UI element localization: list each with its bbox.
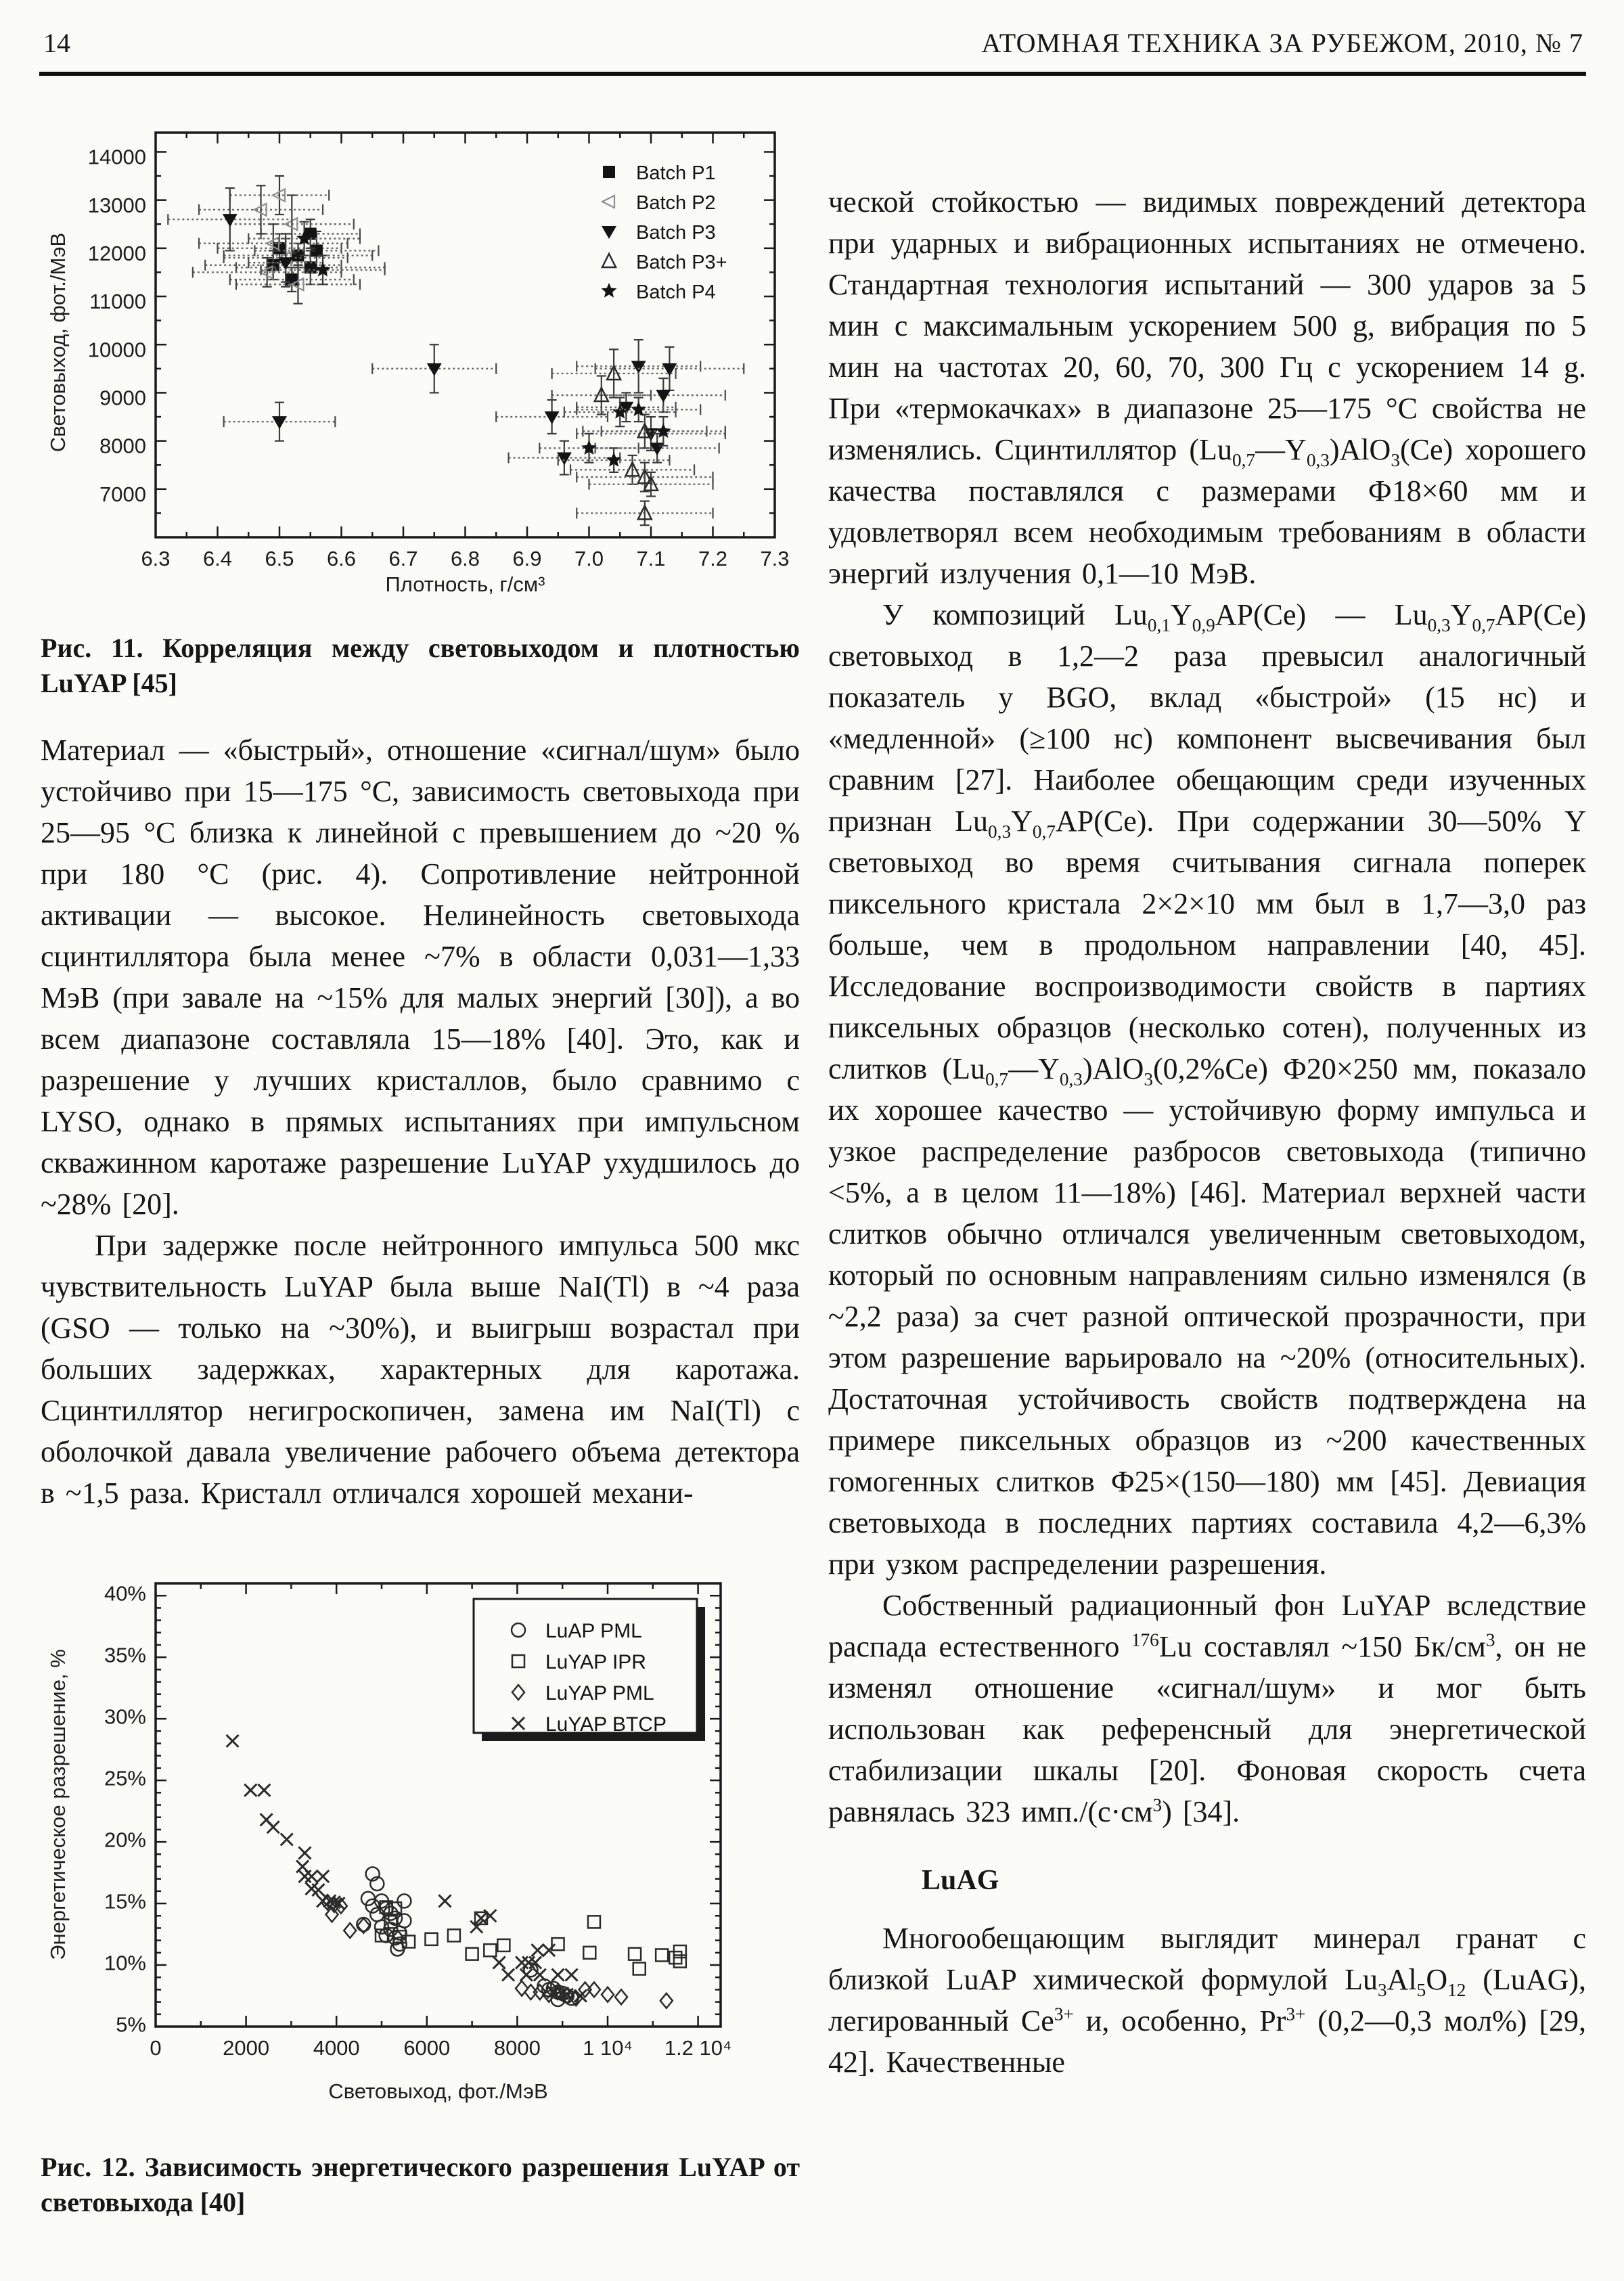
svg-text:Batch P3+: Batch P3+	[636, 252, 727, 273]
svg-text:6.7: 6.7	[388, 547, 418, 567]
paragraph: ческой стойкостью — видимых повреждений детектора при ударных и вибрационных испытаниях не отмечено. Стандартная технология испытаний — 300 ударов за 5 мин с максимальным ускорением 500 g, вибрация по 5 мин на частотах 20, 60, 70, 300 Гц с ускорением 14 g. При «термокачках» в диапазоне 25—175 °С свойства не изменялись. Сцинтиллятор $(Lu_{0,7}—Y_{0,3})AlO_3(Ce)$ хорошего качества поставлялся с размерами Ф18×60 мм и удовлетворял всем необходимым требованиям в области энергий излучения 0,1—10 МэВ.	[828, 185, 1586, 590]
svg-text:6.5: 6.5	[265, 547, 294, 567]
svg-text:12000: 12000	[87, 241, 146, 265]
svg-text:Batch P3: Batch P3	[636, 222, 716, 244]
page-number: 14	[43, 28, 70, 58]
svg-text:25%: 25%	[104, 1766, 146, 1790]
svg-text:Batch P4: Batch P4	[636, 281, 716, 303]
left-column	[41, 101, 800, 2220]
svg-text:8000: 8000	[493, 2036, 541, 2060]
paragraph: У композиций $Lu_{0,1}Y_{0,9}AP(Ce)$ — $Lu_{0,3}Y_{0,7}AP(Ce)$ световыход в 1,2—2 раза превысил аналогичный показатель у BGO, вклад «быстрой» (15 нс) и «медленной» (≥100 нс) компонент высвечивания был сравним [27]. Наиболее обещающим среди изученных признан $Lu_{0,3}Y_{0,7}AP(Ce)$. При содержании 30—50% Y световыход во время считывания сигнала поперек пиксельного кристала 2×2×10 мм был в 1,7—3,0 раз больше, чем в продольном направлении [40, 45]. Исследование воспроизводимости свойств в партиях пиксельных образцов (несколько сотен), полученных из слитков $(Lu_{0,7}—Y_{0,3})AlO_3(0,2\%Ce)$ Ф20×250 мм, показало их хорошее качество — устойчивую форму импульса и узкое распределение разбросов световыхода (типично <5%, а в целом 11—18%) [46]. Материал верхней части слитков обычно отличался увеличенным световыходом, который по основным направлениям сильно изменялся (в ~2,2 раза) за счет разной оптической прозрачности, при этом разрешение варьировало на ~20% (относительных). Достаточная устойчивость свойств подтверждена на примере пиксельных образцов из ~200 качественных гомогенных слитков Ф25×(150—180) мм [45]. Девиация световыхода в последних партиях составила 4,2—6,3% при узком распределении разрешения.	[828, 598, 1586, 1581]
svg-text:LuYAP BTCP: LuYAP BTCP	[545, 1713, 667, 1736]
svg-text:13000: 13000	[87, 193, 146, 217]
svg-text:9000: 9000	[99, 386, 146, 410]
svg-text:7.2: 7.2	[698, 547, 728, 567]
svg-text:7.0: 7.0	[574, 547, 604, 567]
paragraph: Собственный радиационный фон LuYAP вследствие распада естественного $^{176}$Lu составлял ~150 $Бк/см^3$, он не изменял отношение «сигнал/шум» и мог быть использован как референсный для энергетической стабилизации шкалы [20]. Фоновая скорость счета равнялась 323 $имп./(с\cdot см^3)$ [34].	[828, 1589, 1587, 1828]
svg-text:6.4: 6.4	[202, 547, 233, 567]
figure-12-caption: Рис. 12. Зависимость энергетического разрешения LuYAP от световыхода [40]	[41, 2152, 800, 2217]
svg-text:2000: 2000	[223, 2036, 270, 2060]
svg-text:6000: 6000	[403, 2036, 451, 2060]
svg-text:11000: 11000	[89, 290, 146, 314]
right-column	[828, 181, 1586, 2083]
section-heading-luag: LuAG	[922, 1865, 999, 1896]
svg-text:6.6: 6.6	[326, 547, 357, 567]
svg-text:Batch P2: Batch P2	[636, 192, 716, 214]
svg-text:15%: 15%	[104, 1889, 146, 1914]
svg-text:1 10⁴: 1 10⁴	[583, 2036, 633, 2060]
figure-12-scatter-chart	[41, 1573, 800, 2075]
svg-text:7.3: 7.3	[760, 547, 790, 567]
svg-text:8000: 8000	[99, 434, 146, 458]
paragraph: Многообещающим выглядит минерал гранат с близкой LuAP химической формулой $Lu_3Al_5O_{12}$ (LuAG), легированный $Ce^{3+}$ и, особенно, $Pr^{3+}$ (0,2—0,3 мол%) [29, 42]. Качественные	[828, 1922, 1586, 2079]
svg-text:14000: 14000	[87, 145, 146, 169]
svg-text:40%: 40%	[104, 1581, 146, 1606]
figure-12-x-axis-title: Световыход, фот./МэВ	[328, 2079, 548, 2103]
figure-11-x-axis-title: Плотность, г/см³	[385, 572, 545, 596]
svg-text:1.2 10⁴: 1.2 10⁴	[664, 2036, 732, 2060]
svg-text:4000: 4000	[313, 2036, 360, 2060]
svg-text:6.8: 6.8	[450, 547, 480, 567]
svg-text:35%: 35%	[104, 1643, 146, 1667]
svg-text:10000: 10000	[87, 338, 146, 362]
figure-11-scatter-chart	[41, 126, 800, 567]
svg-text:6.3: 6.3	[141, 547, 171, 567]
svg-text:LuAP PML: LuAP PML	[545, 1620, 642, 1642]
svg-text:0: 0	[150, 2036, 162, 2060]
svg-text:30%: 30%	[104, 1704, 146, 1729]
figure-11-y-axis-title: Световыход, фот./МэВ	[46, 232, 70, 453]
svg-text:LuYAP PML: LuYAP PML	[545, 1682, 654, 1704]
header-rule	[39, 72, 1586, 76]
figure-12	[41, 1573, 800, 2120]
svg-text:7000: 7000	[99, 482, 146, 506]
figure-11	[41, 126, 800, 608]
svg-text:Batch P1: Batch P1	[636, 162, 716, 184]
svg-text:LuYAP IPR: LuYAP IPR	[545, 1651, 646, 1673]
svg-text:20%: 20%	[104, 1828, 146, 1852]
svg-text:7.1: 7.1	[636, 547, 666, 567]
svg-text:5%: 5%	[116, 2012, 146, 2037]
figure-12-y-axis-title: Энергетическое разрешение, %	[46, 1649, 70, 1960]
svg-text:6.9: 6.9	[512, 547, 542, 567]
figure-11-caption: Рис. 11. Корреляция между световыходом и плотностью LuYAP [45]	[41, 633, 800, 698]
journal-title: АТОМНАЯ ТЕХНИКА ЗА РУБЕЖОМ, 2010, № 7	[981, 28, 1583, 58]
paragraph: При задержке после нейтронного импульса 500 мкс чувствительность LuYAP была выше NaI(Tl) в ~4 раза (GSO — только на ~30%), и выигрыш возрастал при больших задержках, характерных для каротажа. Сцинтиллятор негигроскопичен, замена им NaI(Tl) с оболочкой давала увеличение рабочего объема детектора в ~1,5 раза. Кристалл отличался хорошей механи-	[41, 1229, 800, 1510]
paragraph: Материал — «быстрый», отношение «сигнал/шум» было устойчиво при 15—175 °С, зависимость световыхода при 25—95 °С близка к линейной с превышением до ~20 % при 180 °С (рис. 4). Сопротивление нейтронной активации — высокое. Нелинейность световыхода сцинтиллятора была менее ~7% в области 0,031—1,33 МэВ (при завале на ~15% для малых энергий [30]), а во всем диапазоне составляла 15—18% [40]. Это, как и разрешение у лучших кристаллов, было сравнимо с LYSO, однако в прямых испытаниях при импульсном скважинном каротаже разрешение LuYAP ухудшилось до ~28% [20].	[41, 733, 800, 1221]
svg-text:10%: 10%	[104, 1951, 146, 1975]
